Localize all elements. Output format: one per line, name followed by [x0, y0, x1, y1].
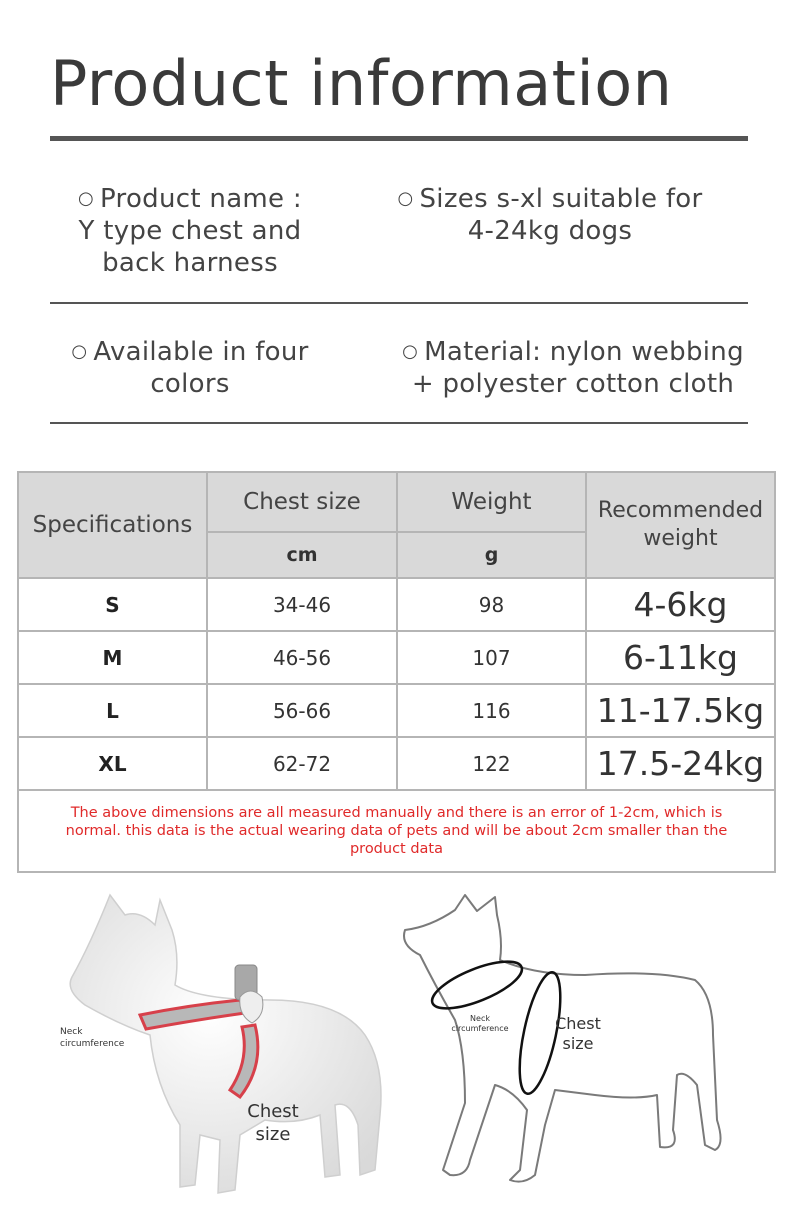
weight-cell: 98	[397, 578, 586, 631]
product-name-value-2: back harness	[102, 248, 278, 278]
weight-cell: 107	[397, 631, 586, 684]
right-chest-line-1: Chest	[555, 1014, 601, 1033]
sizes-line-2: 4-24kg dogs	[467, 216, 633, 246]
colors-line-2: colors	[150, 369, 230, 399]
dog-mannequin-figure	[40, 885, 400, 1215]
header-recommended-line-1: Recommended	[597, 498, 764, 523]
page-title: Product information	[50, 47, 673, 120]
note-line-3: product data	[349, 841, 444, 857]
weight-cell: 122	[397, 737, 586, 790]
recommended-cell: 11-17.5kg	[586, 684, 775, 737]
table-row	[18, 631, 775, 684]
header-recommended-line-2: weight	[643, 526, 718, 551]
product-name-value-1: Y type chest and	[78, 216, 302, 246]
info-product-name	[40, 183, 340, 279]
material-line-2: + polyester cotton cloth	[411, 369, 735, 399]
circle-bullet-icon: ○	[397, 188, 414, 209]
header-weight: Weight	[397, 472, 586, 532]
note-line-1: The above dimensions are all measured manually and there is an error of 1-2cm, which is	[70, 805, 723, 821]
measurement-note	[18, 790, 775, 872]
left-neck-line-2: circumference	[60, 1039, 125, 1049]
right-chest-label	[545, 1014, 611, 1054]
chest-cell: 34-46	[207, 578, 397, 631]
size-cell: M	[18, 631, 207, 684]
info-material	[388, 336, 758, 400]
colors-line-1: Available in four	[93, 337, 309, 367]
right-chest-line-2: size	[562, 1034, 594, 1053]
left-chest-label	[233, 1100, 313, 1146]
left-chest-line-2: size	[255, 1124, 291, 1145]
circle-bullet-icon: ○	[71, 341, 88, 362]
recommended-cell: 4-6kg	[586, 578, 775, 631]
sizes-line-1: Sizes s-xl suitable for	[419, 184, 703, 214]
circle-bullet-icon: ○	[402, 341, 419, 362]
header-recommended-weight	[586, 472, 775, 578]
chest-cell: 46-56	[207, 631, 397, 684]
left-neck-label	[60, 1026, 124, 1050]
neck-circumference-loop	[427, 952, 528, 1018]
title-divider	[50, 136, 748, 141]
divider	[50, 422, 748, 424]
recommended-cell: 6-11kg	[586, 631, 775, 684]
table-row	[18, 684, 775, 737]
size-cell: L	[18, 684, 207, 737]
recommended-cell: 17.5-24kg	[586, 737, 775, 790]
table-row	[18, 578, 775, 631]
product-name-label: Product name :	[100, 184, 302, 214]
left-chest-line-1: Chest	[247, 1101, 299, 1122]
header-specifications: Specifications	[18, 472, 207, 578]
unit-g: g	[397, 532, 586, 578]
unit-cm: cm	[207, 532, 397, 578]
chest-cell: 56-66	[207, 684, 397, 737]
size-cell: S	[18, 578, 207, 631]
circle-bullet-icon: ○	[78, 188, 95, 209]
info-colors	[40, 336, 340, 400]
table-row	[18, 737, 775, 790]
right-neck-line-1: Neck	[470, 1014, 490, 1023]
size-cell: XL	[18, 737, 207, 790]
weight-cell: 116	[397, 684, 586, 737]
left-neck-line-1: Neck	[60, 1027, 83, 1037]
right-neck-line-2: circumference	[451, 1024, 509, 1033]
note-line-2: normal. this data is the actual wearing data of pets and will be about 2cm smaller than the	[65, 823, 728, 839]
divider	[50, 302, 748, 304]
header-chest-size: Chest size	[207, 472, 397, 532]
info-sizes	[390, 183, 710, 247]
right-neck-label	[440, 1014, 520, 1034]
material-line-1: Material: nylon webbing	[424, 337, 744, 367]
size-table	[17, 471, 776, 873]
chest-cell: 62-72	[207, 737, 397, 790]
